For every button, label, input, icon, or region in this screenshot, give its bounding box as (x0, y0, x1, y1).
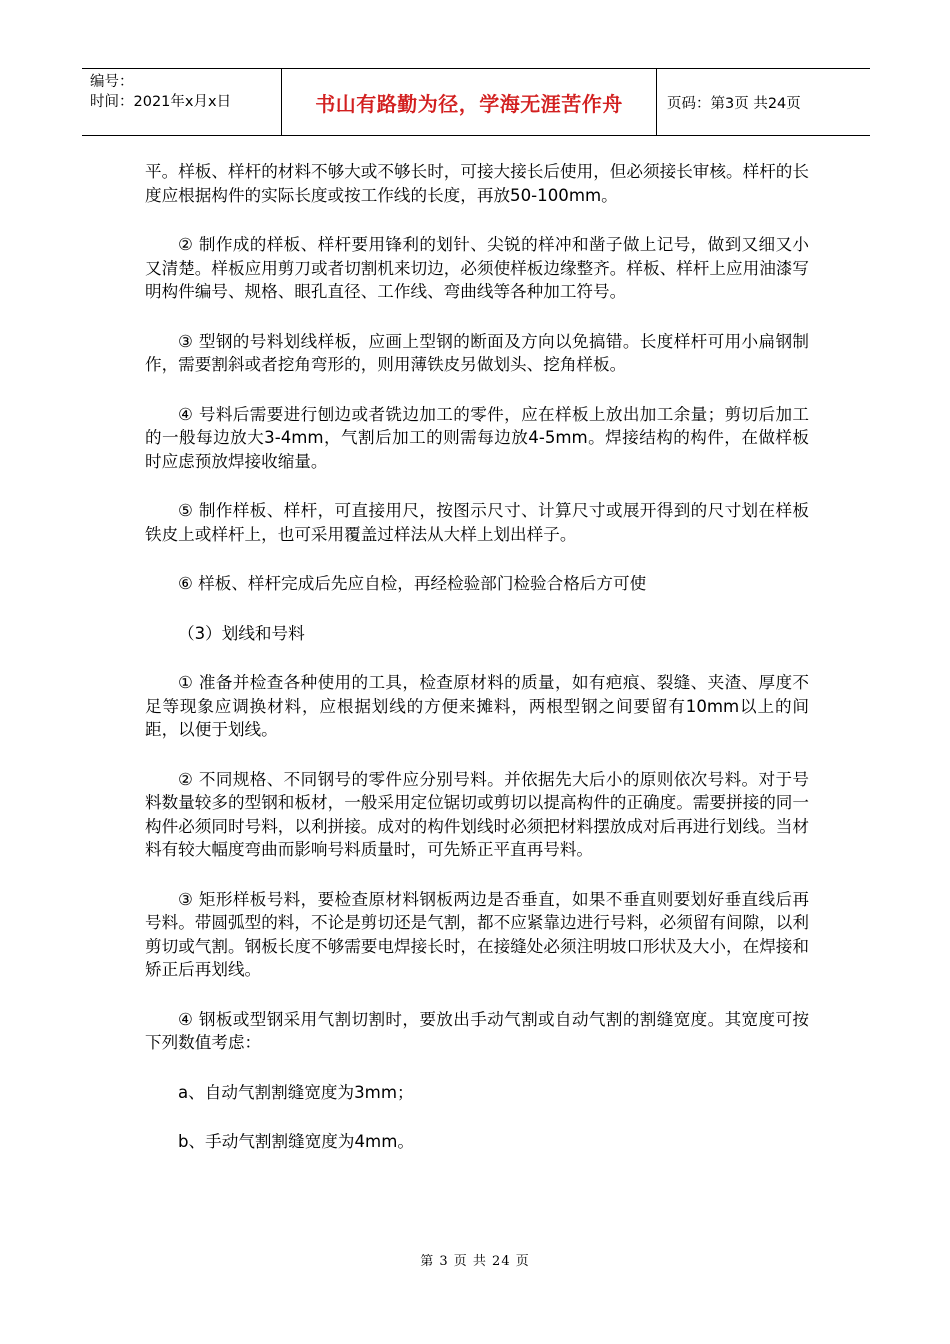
paragraph: ④ 钢板或型钢采用气割切割时，要放出手动气割或自动气割的割缝宽度。其宽度可按下列数值考虑： (145, 1009, 809, 1052)
document-body (145, 160, 809, 1180)
paragraph: ③ 型钢的号料划线样板，应画上型钢的断面及方向以免搞错。长度样杆可用小扁钢制作，需要割斜或者挖角弯形的，则用薄铁皮另做划头、挖角样板。 (145, 331, 809, 374)
list-item: b、手动气割割缝宽度为4mm。 (178, 1132, 414, 1151)
document-number-label: 编号： (90, 74, 134, 90)
paragraph: ⑤ 制作样板、样杆，可直接用尺，按图示尺寸、计算尺寸或展开得到的尺寸划在样板铁皮上或样杆上，也可采用覆盖过样法从大样上划出样子。 (145, 501, 809, 544)
list-item: a、自动气割割缝宽度为3mm； (178, 1082, 414, 1102)
header-slogan: 书山有路勤为径，学海无涯苦作舟 (315, 91, 623, 116)
paragraph: ② 制作成的样板、样杆要用锋利的划针、尖锐的样冲和凿子做上记号，做到又细又小又清楚。样板应用剪刀或者切割机来切边，必须使样板边缘整齐。样板、样杆上应用油漆写明构件编号、规格、眼孔直径、工作线、弯曲线等各种加工符号。 (145, 235, 809, 301)
paragraph: 平。样板、样杆的材料不够大或不够长时，可接大接长后使用，但必须接长审核。样杆的长度应根据构件的实际长度或按工作线的长度，再放50-100mm。 (145, 162, 809, 205)
document-date: 时间：2021年x月x日 (90, 94, 232, 110)
paragraph: ① 准备并检查各种使用的工具，检查原材料的质量，如有疤痕、裂缝、夹渣、厚度不足等现象应调换材料，应根据划线的方便来摊料，两根型钢之间要留有10mm以上的间距，以便于划线。 (145, 673, 809, 739)
page-header (82, 68, 870, 136)
paragraph: ③ 矩形样板号料，要检查原材料钢板两边是否垂直，如果不垂直则要划好垂直线后再号料。带圆弧型的料，不论是剪切还是气割，都不应紧靠边进行号料，必须留有间隙，以利剪切或气割。钢板长度不够需要电焊接长时，在接缝处必须注明坡口形状及大小，在焊接和矫正后再划线。 (145, 889, 809, 979)
paragraph: ④ 号料后需要进行刨边或者铣边加工的零件，应在样板上放出加工余量；剪切后加工的一般每边放大3-4mm，气割后加工的则需每边放4-5mm。焊接结构的构件，在做样板时应虑预放焊接收缩量。 (145, 404, 809, 471)
header-page-info: 页码：第3页 共24页 (667, 95, 801, 112)
page-footer: 第 3 页 共 24 页 (420, 1254, 530, 1269)
header-meta (90, 72, 280, 112)
section-heading: （3）划线和号料 (178, 623, 305, 643)
paragraph: ② 不同规格、不同钢号的零件应分别号料。并依据先大后小的原则依次号料。对于号料数量较多的型钢和板材，一般采用定位锯切或剪切以提高构件的正确度。需要拼接的同一构件必须同时号料，以利拼接。成对的构件划线时必须把材料摆放成对后再进行划线。当材料有较大幅度弯曲而影响号料质量时，可先矫正平直再号料。 (145, 769, 809, 859)
paragraph: ⑥ 样板、样杆完成后先应自检，再经检验部门检验合格后方可使 (178, 574, 647, 593)
